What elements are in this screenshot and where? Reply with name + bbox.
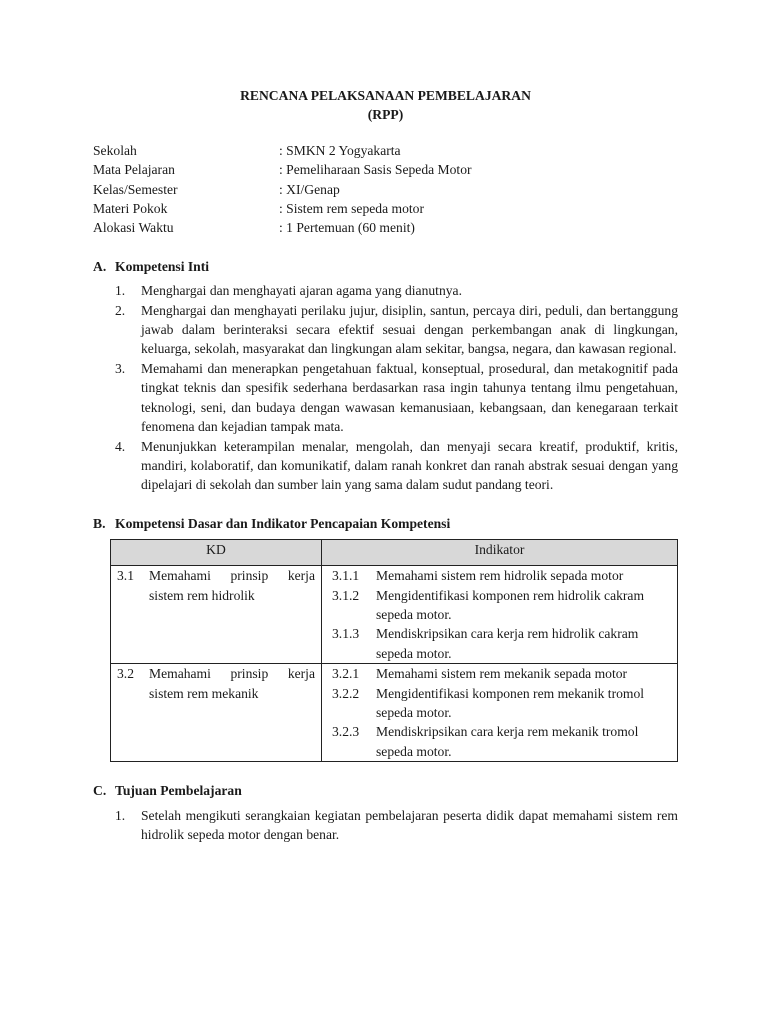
list-text: Menunjukkan keterampilan menalar, mengolah, dan menyaji secara kreatif, produktif, kritis, mandiri, kolaboratif, dan komunikatif, dalam ranah konkret dan ranah abstrak sesuai dengan yang dipelajari di sekolah dan sumber lain yang sama dalam sudut pandang teori. [141,438,678,493]
kd-text: sistem rem hidrolik [149,587,255,603]
table-row [111,664,678,762]
list-number: 2. [115,302,126,318]
indicator-item [322,722,677,761]
document-subtitle: (RPP) [367,107,404,123]
indicator-text: Memahami sistem rem mekanik sepada motor [376,666,628,682]
indicator-item [322,566,677,585]
tujuan-list [93,806,678,845]
section-title: Kompetensi Inti [115,258,210,274]
indicator-item [322,684,677,723]
section-c-heading [93,781,678,800]
kd-text: Memahami prinsip kerja [149,568,315,584]
list-item [93,301,678,359]
identity-row [93,218,678,237]
indicator-code: 3.2.1 [332,666,360,682]
list-text: Setelah mengikuti serangkaian kegiatan pembelajaran peserta didik dapat memahami sistem rem hidrolik sepeda motor dengan benar. [141,807,678,842]
kd-indicator-table [110,539,678,762]
section-a-heading [93,257,678,276]
list-text: Memahami dan menerapkan pengetahuan faktual, konseptual, prosedural, dan metakognitif pada tingkat teknis dan spesifik sederhana berdasarkan rasa ingin tahunya tentang ilmu pengetahuan, teknologi, seni, dan budaya dengan wawasan kemanusiaan, kebangsaan, dan kenegaraan terkait fenomena dan kejadian tampak mata. [141,360,678,435]
section-letter: C. [93,783,107,799]
identity-label: Sekolah [93,142,137,158]
section-title: Kompetensi Dasar dan Indikator Pencapaian Kompetensi [115,515,451,531]
indicator-item [322,624,677,663]
section-letter: B. [93,515,106,531]
kd-text: Memahami prinsip kerja [149,666,315,682]
indicator-code: 3.2.3 [332,724,360,740]
kd-cell [111,664,322,762]
list-number: 1. [115,807,126,823]
kd-text: sistem rem mekanik [149,685,259,701]
identity-value: : XI/Genap [279,181,340,197]
identity-label: Kelas/Semester [93,181,178,197]
list-number: 4. [115,438,126,454]
indicator-code: 3.2.2 [332,685,360,701]
table-header-row [111,540,678,566]
indicator-text: Mengidentifikasi komponen rem mekanik tromol sepeda motor. [376,685,645,720]
indicator-text: Memahami sistem rem hidrolik sepada motor [376,568,624,584]
indicator-item [322,586,677,625]
column-header-indikator: Indikator [322,540,678,566]
indicator-code: 3.1.1 [332,568,360,584]
kd-code: 3.1 [117,568,134,584]
section-letter: A. [93,258,107,274]
identity-row [93,160,678,179]
identity-label: Alokasi Waktu [93,220,174,236]
list-item [93,806,678,845]
document-page [93,86,678,844]
kompetensi-inti-list [93,281,678,494]
identity-value: : SMKN 2 Yogyakarta [279,142,401,158]
list-text: Menghargai dan menghayati perilaku jujur, disiplin, santun, percaya diri, peduli, dan bertanggung jawab dalam berinteraksi secara efektif sesuai dengan perkembangan anak di lingkungan, keluarga, sekolah, masyarakat dan lingkungan alam sekitar, bangsa, negara, dan kawasan regional. [141,302,678,357]
identity-block [93,141,678,238]
kd-cell [111,566,322,664]
identity-value: : 1 Pertemuan (60 menit) [279,220,415,236]
document-title: RENCANA PELAKSANAAN PEMBELAJARAN [240,88,531,103]
indicator-text: Mendiskripsikan cara kerja rem mekanik tromol sepeda motor. [376,724,639,759]
kd-code: 3.2 [117,666,134,682]
identity-value: : Pemeliharaan Sasis Sepeda Motor [279,162,472,178]
list-text: Menghargai dan menghayati ajaran agama yang dianutnya. [141,283,462,299]
indicator-cell [322,566,678,664]
table-row [111,566,678,664]
identity-row [93,141,678,160]
indicator-code: 3.1.3 [332,626,360,642]
identity-value: : Sistem rem sepeda motor [279,201,424,217]
list-number: 1. [115,283,126,299]
indicator-code: 3.1.2 [332,587,360,603]
list-item [93,281,678,300]
indicator-item [322,664,677,683]
indicator-text: Mengidentifikasi komponen rem hidrolik cakram sepeda motor. [376,587,645,622]
indicator-cell [322,664,678,762]
identity-row [93,180,678,199]
section-title: Tujuan Pembelajaran [115,783,242,799]
identity-label: Materi Pokok [93,201,168,217]
list-item [93,437,678,495]
list-item [93,359,678,437]
identity-label: Mata Pelajaran [93,162,175,178]
column-header-kd: KD [111,540,322,566]
indicator-text: Mendiskripsikan cara kerja rem hidrolik cakram sepeda motor. [376,626,639,661]
list-number: 3. [115,360,126,376]
identity-row [93,199,678,218]
section-b-heading [93,514,678,533]
